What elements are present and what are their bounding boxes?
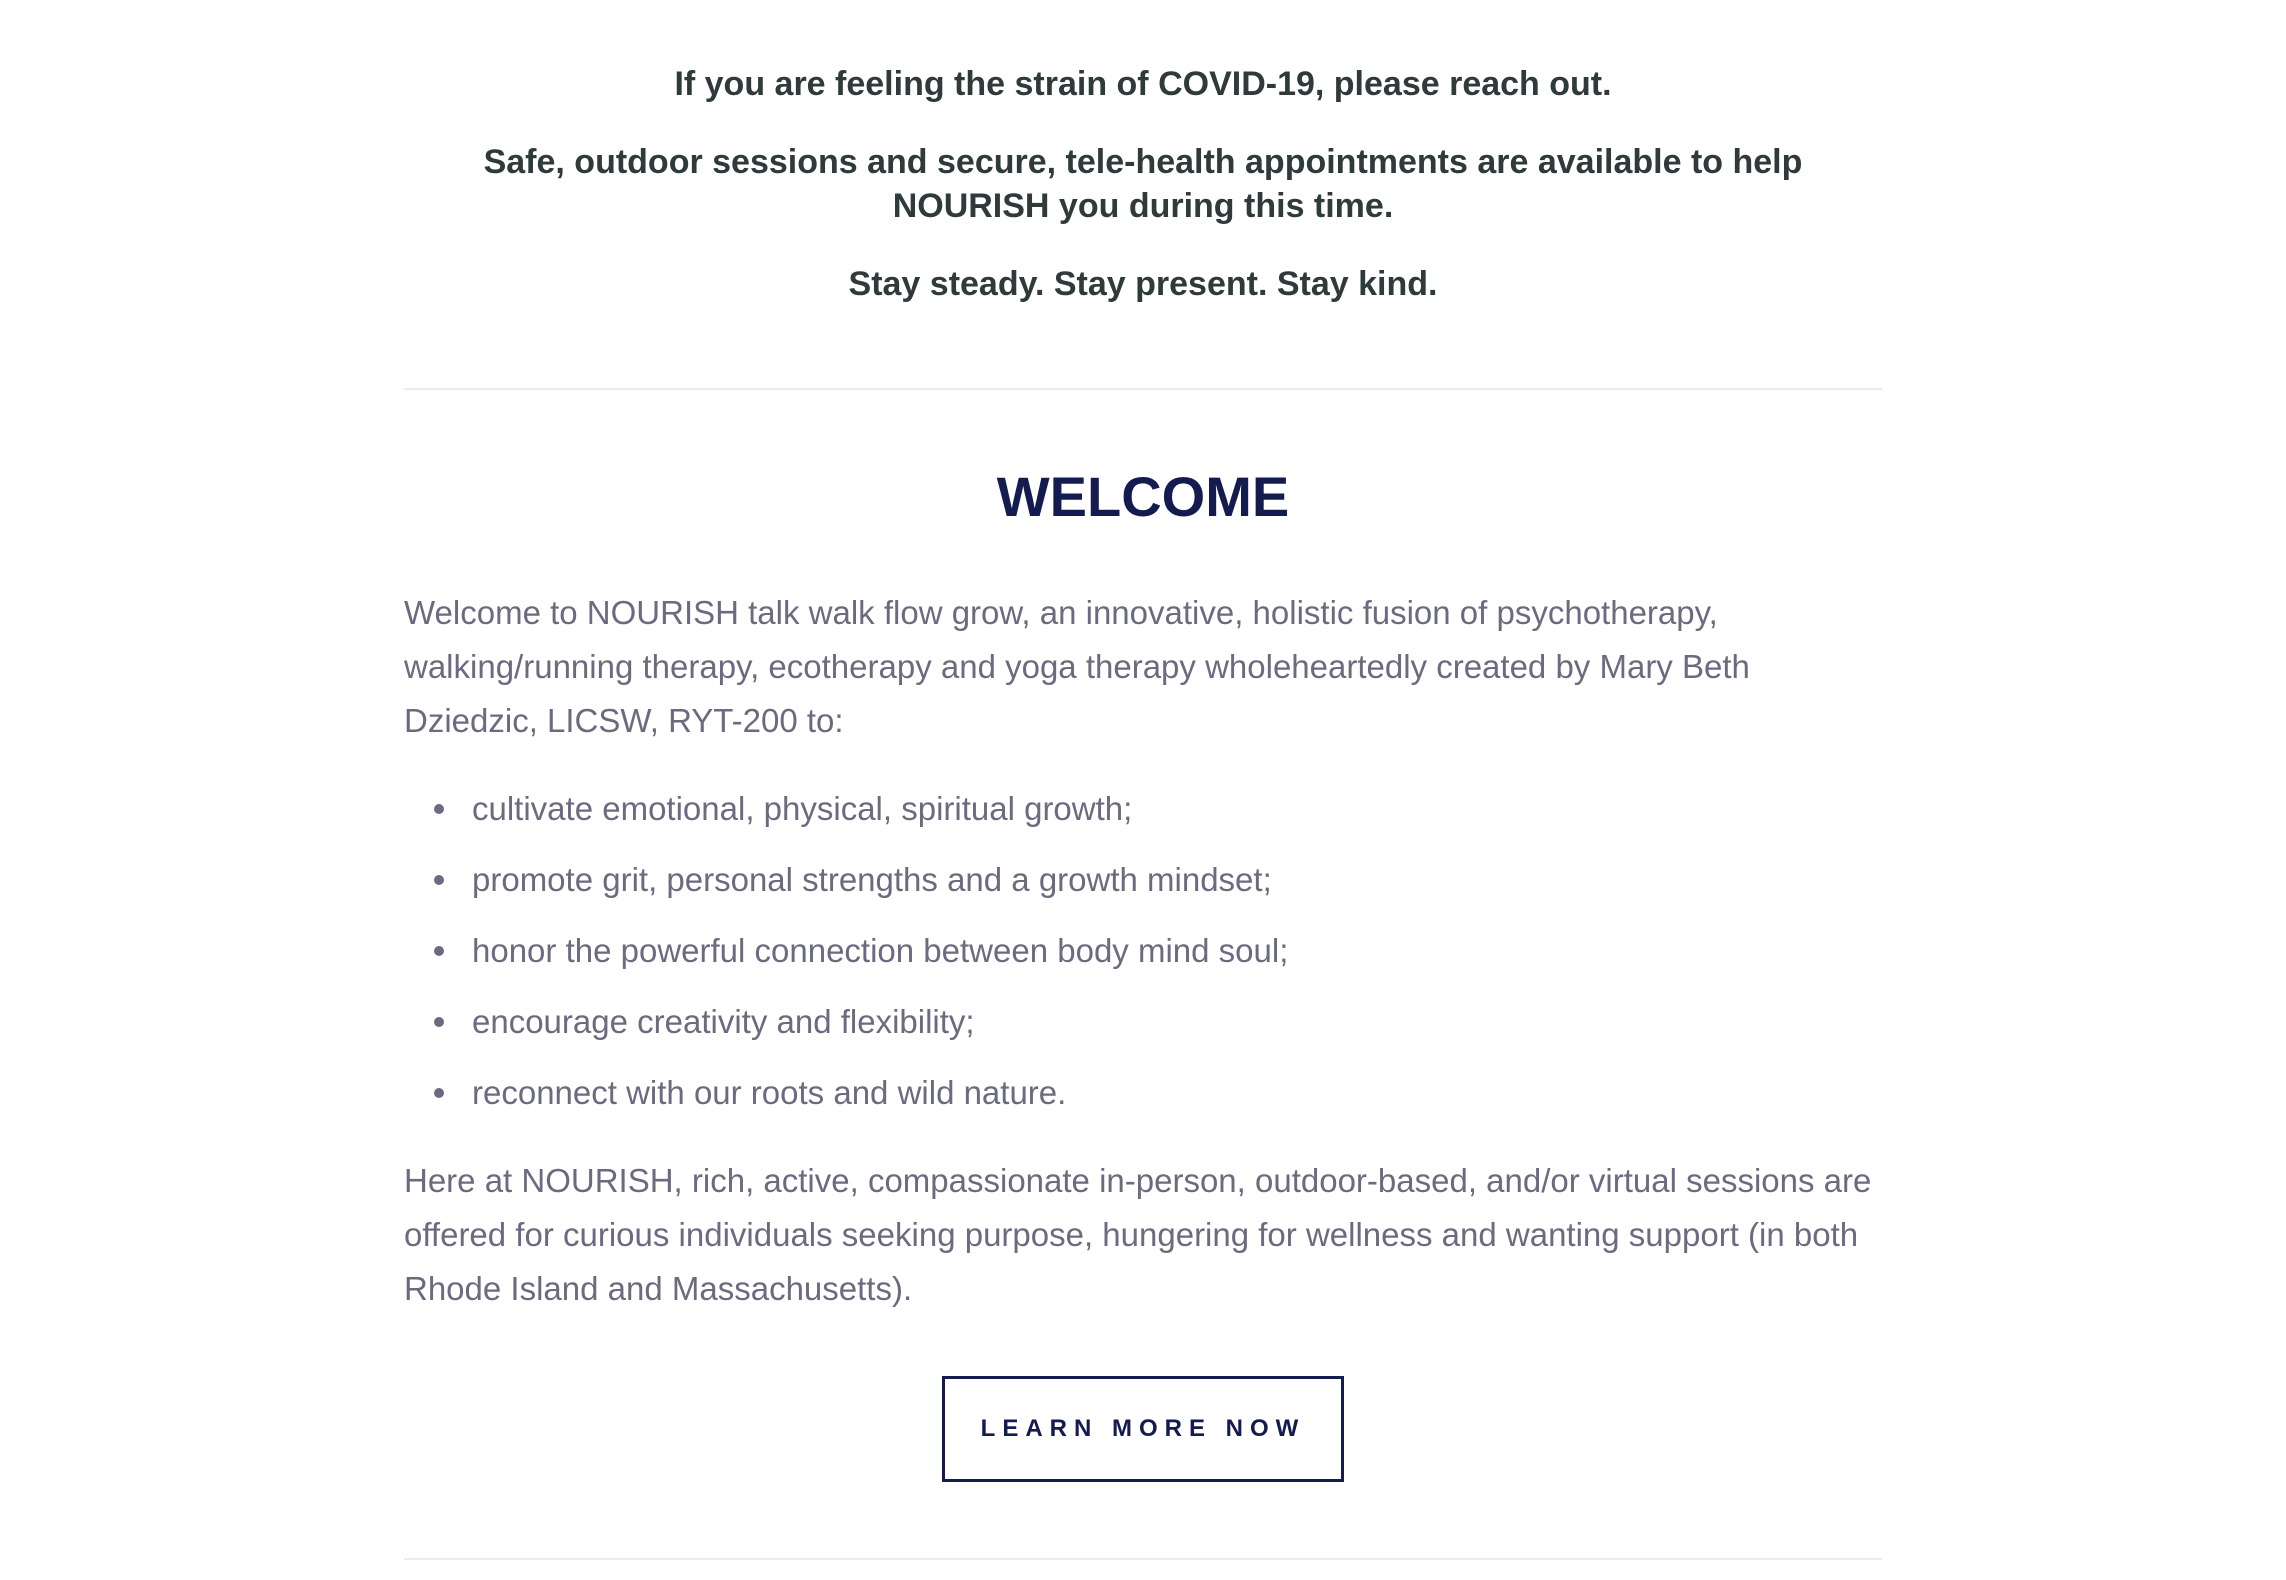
cta-container xyxy=(0,1376,2286,1482)
section-divider-bottom xyxy=(404,1558,1882,1560)
list-item xyxy=(472,1066,1882,1120)
list-item xyxy=(472,782,1882,836)
learn-more-button[interactable]: LEARN MORE NOW xyxy=(942,1376,1344,1482)
section-divider-top xyxy=(404,388,1882,390)
list-item-text: honor the powerful connection between body mind soul; xyxy=(472,932,1289,969)
bullet-icon xyxy=(434,804,444,814)
bullet-icon xyxy=(434,875,444,885)
notice-line-reach-out: If you are feeling the strain of COVID-19, please reach out. xyxy=(674,65,1612,103)
list-item xyxy=(472,924,1882,978)
notice-line-stay-steady: Stay steady. Stay present. Stay kind. xyxy=(848,265,1438,303)
list-item xyxy=(472,853,1882,907)
list-item xyxy=(472,995,1882,1049)
welcome-heading: WELCOME xyxy=(996,465,1290,528)
bullet-icon xyxy=(434,946,444,956)
welcome-intro-paragraph: Welcome to NOURISH talk walk flow grow, an innovative, holistic fusion of psychotherapy, walking/running therapy, ecotherapy and yoga therapy wholeheartedly created by Mary Beth Dziedzic, LICSW, RYT-200 to: xyxy=(404,594,1750,739)
bullet-icon xyxy=(434,1088,444,1098)
list-item-text: cultivate emotional, physical, spiritual growth; xyxy=(472,790,1133,827)
goals-list xyxy=(404,782,1882,1120)
list-item-text: reconnect with our roots and wild nature. xyxy=(472,1074,1067,1111)
list-item-text: promote grit, personal strengths and a growth mindset; xyxy=(472,861,1272,898)
notice-line-sessions: Safe, outdoor sessions and secure, tele-health appointments are available to help NOURISH you during this time. xyxy=(483,143,1803,225)
list-item-text: encourage creativity and flexibility; xyxy=(472,1003,975,1040)
bullet-icon xyxy=(434,1017,444,1027)
welcome-content xyxy=(404,586,1882,1316)
covid-notice xyxy=(0,62,2286,340)
welcome-closing-paragraph: Here at NOURISH, rich, active, compassionate in-person, outdoor-based, and/or virtual sessions are offered for curious individuals seeking purpose, hungering for wellness and wanting support (in both Rhode Island and Massachusetts). xyxy=(404,1162,1872,1307)
